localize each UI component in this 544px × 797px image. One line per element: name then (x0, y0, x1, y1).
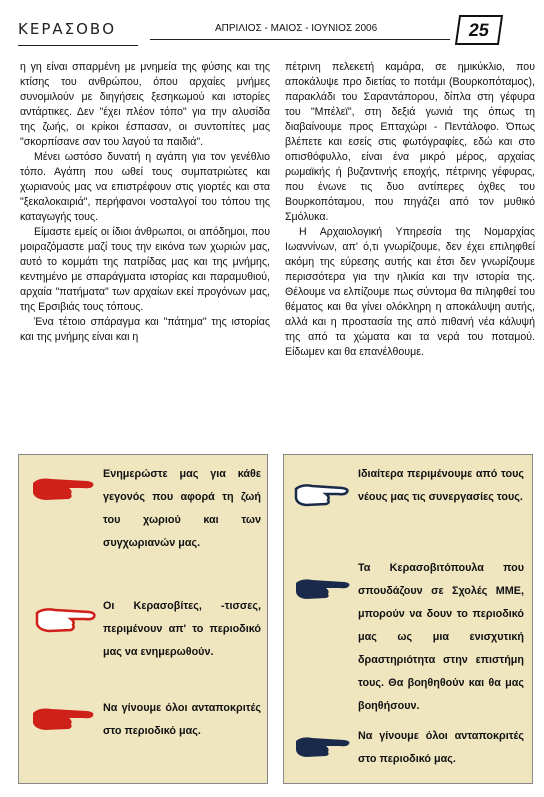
pointing-hand-icon (292, 481, 352, 507)
notice-text: Ιδιαίτερα περιμένουμε από τους νέους μας τις συνεργασίες τους. (358, 468, 524, 503)
notice-text: Να γίνουμε όλοι ανταποκριτές στο περιοδικό μας. (358, 730, 524, 765)
notice-text: Οι Κερασοβίτες, -τισσες, περιμένουν απ' το περιοδικό μας να ενημερωθούν. (103, 600, 261, 658)
paragraph: Ένα τέτοιο σπάραγμα και "πάτημα" της ιστορίας και της μνήμης είναι και η (20, 316, 270, 343)
page-number: 25 (455, 15, 503, 45)
notice-text: Τα Κερασοβιτόπουλα που σπουδάζουν σε Σχολές ΜΜΕ, μπορούν να δουν το περιοδικό μας ως μια ενισχυτική δραστηριότητα στην επιστήμη τους. Θα βοηθηθούν και θα μας βοηθήσουν. (358, 562, 524, 712)
right-column (285, 60, 535, 360)
notice-box-right (283, 454, 533, 784)
header-rule (150, 39, 450, 40)
page-header (0, 0, 544, 52)
header-rule (18, 45, 138, 46)
paragraph: η γη είναι σπαρμένη με μνημεία της φύσης και της κτίσης του ανθρώπου, όπου αρχαίες μνήμες συνομιλούν με διηγήσεις ξεσηκωμού και ιστορίες αντάρτικες. Δεν "έχει πλέον τόπο" για την αλυσίδα της ζωής, οι κρίκοι έσπασαν, οι συντοπίτες μας "σκορπίσανε σαν του λαγού τα παιδιά". (20, 61, 270, 148)
paragraph: Είμαστε εμείς οι ίδιοι άνθρωποι, οι απόδημοι, που μοιραζόμαστε μαζί τους την εικόνα των χωριών μας, αυτό το κομμάτι της πατρίδας μας και της μνήμης, κεντημένο με σπαράγματα ιστορίας και παραμυθιού, αρχαία "πατήματα" των αρχαίων εκεί προγόνων μας, της Ερσιβιάς τους τόπους. (20, 226, 270, 313)
notice-text: Ενημερώστε μας για κάθε γεγονός που αφορά τη ζωή του χωριού και των συγχωριανών μας. (103, 468, 261, 549)
paragraph: Η Αρχαιολογική Υπηρεσία της Νομαρχίας Ιωαννίνων, απ' ό,τι γνωρίζουμε, δεν έχει επιληφθεί ακόμη της εύρεσης αυτής και έτσι δεν γνωρίζουμε περισσότερα για την ηλικία και την ιστορία της. Θέλουμε να ελπίζουμε πως σύντομα θα πιληφθεί του θέματος και θα γίνει ολόκληρη η αποκάλυψη αυτής, αλλά και η προστασία της από πιθανή νέα κάλυψή της από τα χώματα και τα νερά του ποταμού. Είδωμεν και θα επανέλθουμε. (285, 226, 535, 358)
masthead: ΚΕΡΑΣΟΒΟ (18, 20, 117, 38)
pointing-hand-icon (292, 575, 354, 601)
pointing-hand-icon (33, 605, 99, 633)
issue-date: ΑΠΡΙΛΙΟΣ - ΜΑΙΟΣ - ΙΟΥΝΙΟΣ 2006 (215, 23, 378, 34)
pointing-hand-icon (29, 473, 99, 503)
left-column (20, 60, 270, 345)
pointing-hand-icon (292, 733, 354, 759)
paragraph: Μένει ωστόσο δυνατή η αγάπη για τον γενέθλιο τόπο. Αγάπη που ωθεί τους συμπατριώτες και χωριανούς μας να επιστρέφουν στις γιορτές και στα "ξεκαλοκαιριά", περήφανοι νοσταλγοί του τόπου της καταγωγής τους. (20, 151, 270, 223)
notice-box-left (18, 454, 268, 784)
pointing-hand-icon (29, 703, 99, 733)
notice-text: Να γίνουμε όλοι ανταποκριτές στο περιοδικό μας. (103, 702, 261, 737)
paragraph: πέτρινη πελεκετή καμάρα, σε ημικύκλιο, που αποκάλυψε προ διετίας το ποτάμι (Βουρκοπόταμος), παρακλάδι του Σαραντάπορου, δίπλα στη γέφυρα του "Μπέλεϊ", στη δεξιά γωνιά της όπως τη διαβαίνουμε προς Επταχώρι - Πεντάλοφο. Όπως βλέπετε και εσείς στις φωτόγραφίες, εδώ και στο οπισθόφυλλο, είναι ένα μικρό μέρος, αρχαίας ρωμαϊκής ή βυζαντινής εποχής, πέτρινης γέφυρας, που ένωνε τις δυο αντίπερες όχθες του Βουρκοπόταμου, που πηγάζει από τον μυθικό Σμόλυκα. (285, 61, 535, 223)
